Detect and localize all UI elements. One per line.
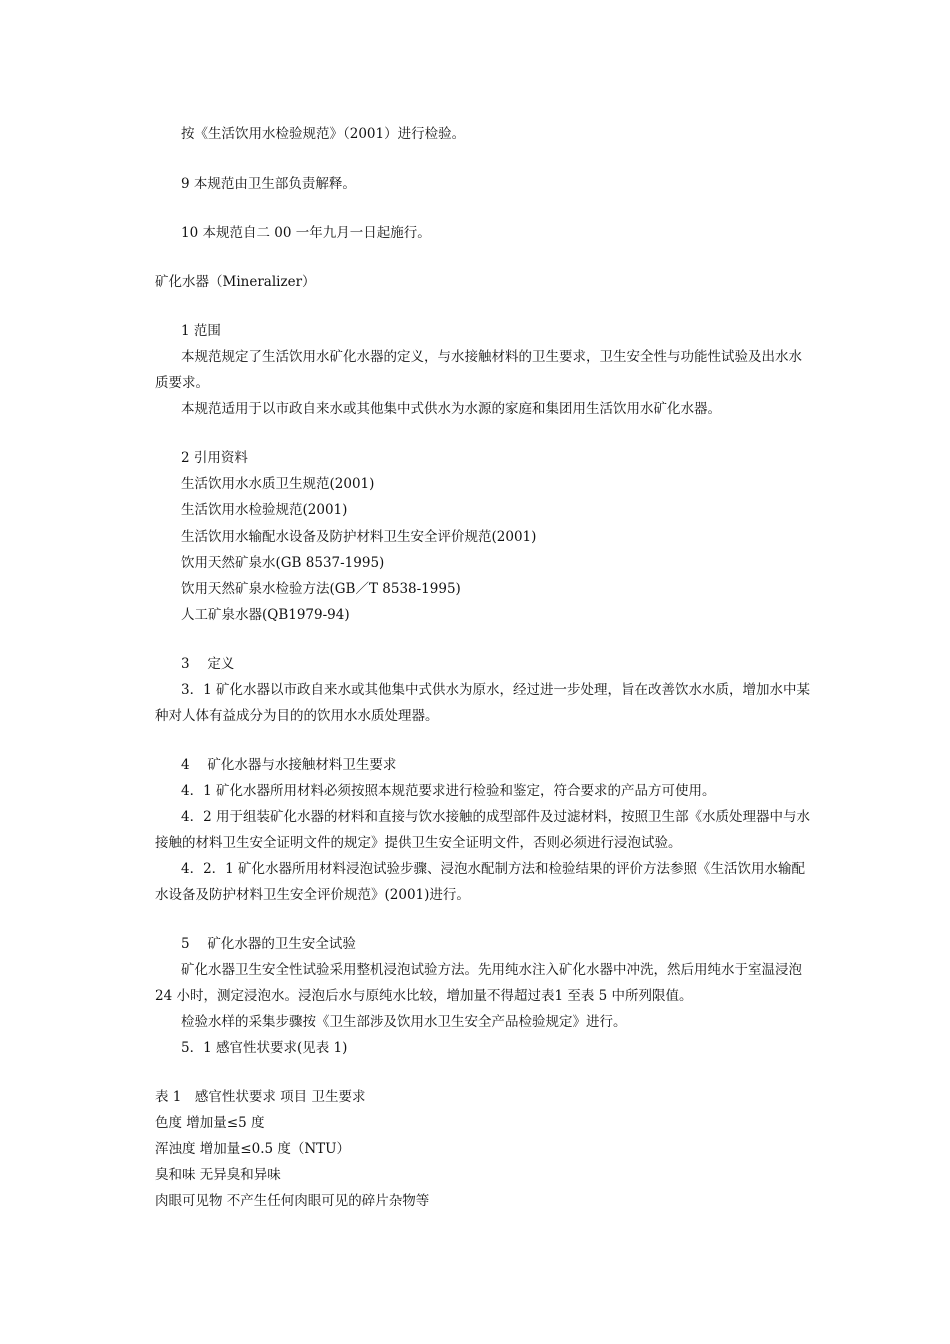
scope-applicability-paragraph: 本规范适用于以市政自来水或其他集中式供水为水源的家庭和集团用生活饮用水矿化水器。 xyxy=(181,401,721,417)
table-row: 肉眼可见物 不产生任何肉眼可见的碎片杂物等 xyxy=(155,1193,430,1209)
section-title: 矿化水器（Mineralizer） xyxy=(155,274,316,290)
heading-materials: 4 矿化水器与水接触材料卫生要求 xyxy=(181,757,397,773)
heading-references: 2 引用资料 xyxy=(181,450,248,466)
heading-safety-test: 5 矿化水器的卫生安全试验 xyxy=(181,936,356,952)
table-row: 浑浊度 增加量≤0.5 度（NTU） xyxy=(155,1141,351,1157)
materials-paragraph-4-2-line: 接触的材料卫生安全证明文件的规定》提供卫生安全证明文件，否则必须进行浸泡试验。 xyxy=(155,835,682,851)
paragraph-5-1: 5．1 感官性状要求(见表 1) xyxy=(181,1040,348,1056)
table-row: 色度 增加量≤5 度 xyxy=(155,1115,265,1131)
reference-item: 饮用天然矿泉水(GB 8537-1995) xyxy=(181,555,385,571)
materials-paragraph-4-2-line: 4．2 用于组装矿化水器的材料和直接与饮水接触的成型部件及过滤材料，按照卫生部《水质处理器中与水 xyxy=(181,809,810,825)
scope-paragraph-line: 质要求。 xyxy=(155,375,209,391)
reference-item: 饮用天然矿泉水检验方法(GB／T 8538-1995) xyxy=(181,581,461,597)
reference-item: 人工矿泉水器(QB1979-94) xyxy=(181,607,350,623)
paragraph-item-10: 10 本规范自二 00 一年九月一日起施行。 xyxy=(181,225,431,241)
heading-definition: 3 定义 xyxy=(181,656,235,672)
safety-test-paragraph-line: 矿化水器卫生安全性试验采用整机浸泡试验方法。先用纯水注入矿化水器中冲洗，然后用纯水于室温浸泡 xyxy=(181,962,802,978)
definition-paragraph-line: 种对人体有益成分为目的的饮用水水质处理器。 xyxy=(155,708,439,724)
scope-paragraph-line: 本规范规定了生活饮用水矿化水器的定义，与水接触材料的卫生要求，卫生安全性与功能性试验及出水水 xyxy=(181,349,802,365)
safety-test-paragraph-line: 24 小时，测定浸泡水。浸泡后水与原纯水比较，增加量不得超过表1 至表 5 中所列限值。 xyxy=(155,988,693,1004)
reference-item: 生活饮用水水质卫生规范(2001) xyxy=(181,476,375,492)
materials-paragraph-4-1: 4．1 矿化水器所用材料必须按照本规范要求进行检验和鉴定，符合要求的产品方可使用。 xyxy=(181,783,716,799)
sampling-paragraph: 检验水样的采集步骤按《卫生部涉及饮用水卫生安全产品检验规定》进行。 xyxy=(181,1014,627,1030)
table-row: 臭和味 无异臭和异味 xyxy=(155,1167,281,1183)
table-caption: 表 1 感官性状要求 项目 卫生要求 xyxy=(155,1089,366,1105)
materials-paragraph-4-2-1-line: 水设备及防护材料卫生安全评价规范》(2001)进行。 xyxy=(155,887,470,903)
reference-item: 生活饮用水输配水设备及防护材料卫生安全评价规范(2001) xyxy=(181,529,537,545)
paragraph-item-9: 9 本规范由卫生部负责解释。 xyxy=(181,176,356,192)
paragraph-test-method: 按《生活饮用水检验规范》（2001）进行检验。 xyxy=(181,126,466,142)
heading-scope: 1 范围 xyxy=(181,323,221,339)
reference-item: 生活饮用水检验规范(2001) xyxy=(181,502,348,518)
materials-paragraph-4-2-1-line: 4．2．1 矿化水器所用材料浸泡试验步骤、浸泡水配制方法和检验结果的评价方法参照《生活饮用水输配 xyxy=(181,861,806,877)
definition-paragraph-line: 3．1 矿化水器以市政自来水或其他集中式供水为原水，经过进一步处理，旨在改善饮水水质，增加水中某 xyxy=(181,682,810,698)
